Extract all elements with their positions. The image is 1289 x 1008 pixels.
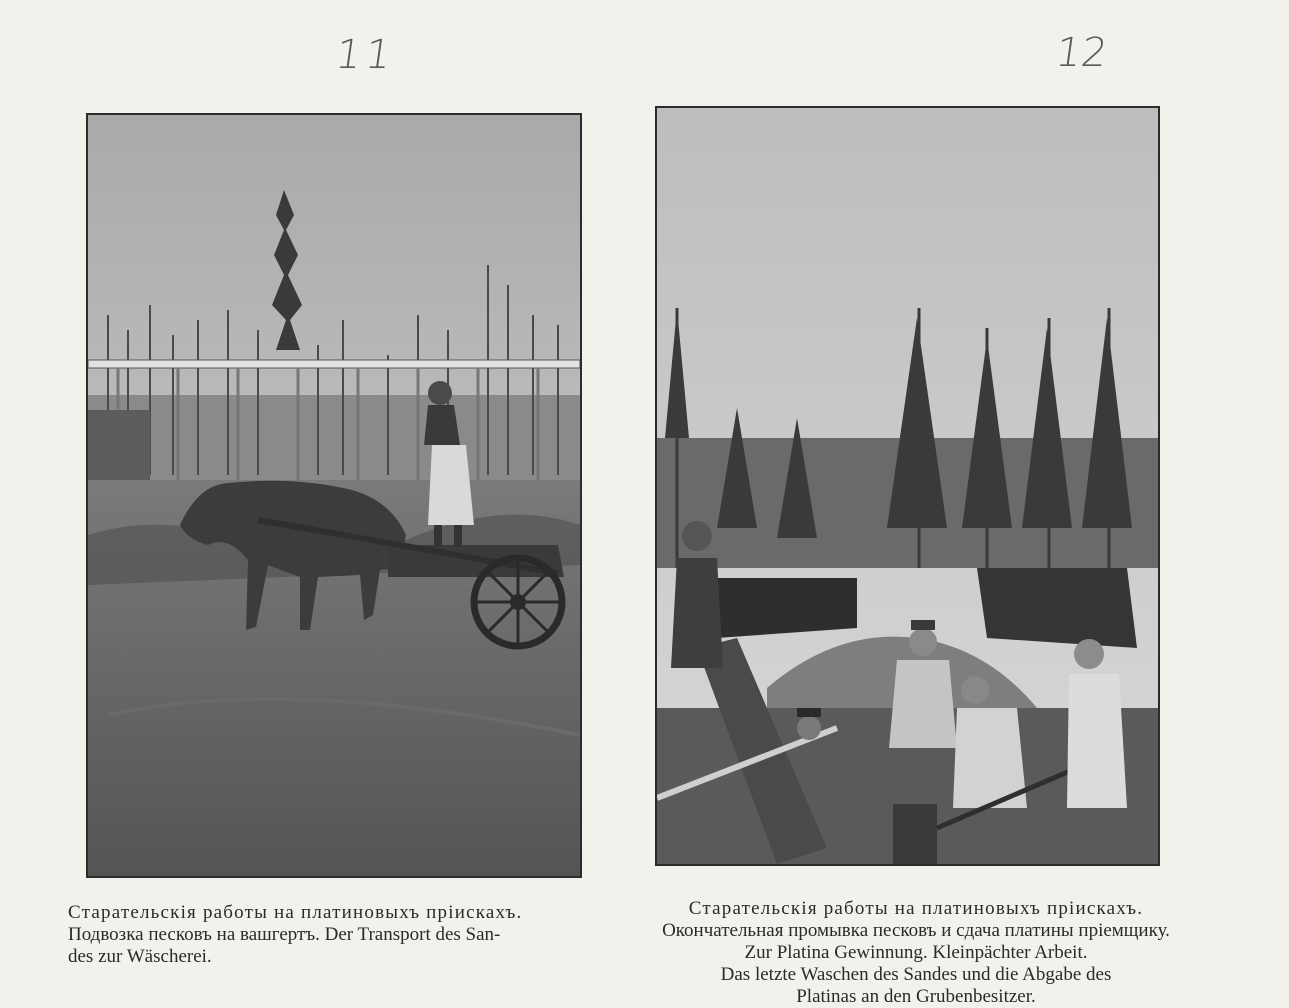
page-number-left: 11	[332, 32, 399, 78]
caption-line: Старательскія работы на платиновыхъ пріискахъ.	[688, 898, 1144, 919]
caption-line: Das letzte Waschen des Sandes und die Abgabe des	[720, 964, 1112, 985]
caption-right	[636, 898, 1196, 1008]
page-number-right: 12	[1052, 30, 1111, 76]
photo-sluice-workers	[655, 106, 1160, 866]
caption-line: Platinas an den Grubenbesitzer.	[796, 986, 1036, 1007]
caption-line: Zur Platina Gewinnung. Kleinpächter Arbeit.	[744, 942, 1088, 963]
caption-line: Окончательная промывка песковъ и сдача платины пріемщику.	[662, 920, 1170, 941]
caption-line: Старательскія работы на платиновыхъ пріискахъ.	[68, 902, 523, 923]
photo-horse-cart	[86, 113, 582, 878]
caption-line: des zur Wäscherei.	[68, 946, 212, 967]
caption-left	[68, 902, 588, 968]
caption-line: Подвозка песковъ на вашгертъ. Der Transport des San-	[68, 924, 501, 945]
